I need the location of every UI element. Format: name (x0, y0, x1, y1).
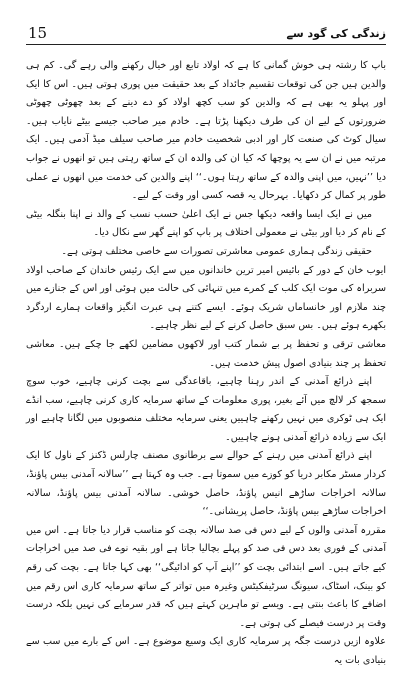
paragraph: اپنے ذرائع آمدنی میں رہنے کے حوالے سے برطانوی مصنف چارلس ڈکنز کے ناول کا ایک کردار مسٹر مکابر دریا کو کوزے میں سموتا ہے۔ جب وہ کہتا ہے ’’سالانہ آمدنی بیس پاؤنڈ، سالانہ اخراجات ساڑھے انیس پاؤنڈ، حاصل خوشی۔ سالانہ آمدنی بیس پاؤنڈ، سالانہ اخراجات ساڑھے بیس پاؤنڈ، حاصل پریشانی۔‘‘ (26, 450, 386, 518)
page-header (26, 14, 386, 45)
paragraph: مقررہ آمدنی والوں کے لیے دس فی صد سالانہ بچت کو مناسب قرار دیا جاتا ہے۔ اس میں آمدنی کے فوری بعد دس فی صد کو پہلے بچالیا جاتا ہے اور بقیہ نوے فی صد میں اخراجات کیے جاتے ہیں۔ اسے ابتدائی بچت کو ’’اپنے آپ کو ادائیگی‘‘ بھی کہا جاتا ہے۔ بچت کی رقم کو بینک، اسٹاک، سیونگ سرٹیفکیٹس وغیرہ میں تواتر کے ساتھ سرمایہ کاری اس رقم میں اضافے کا باعث بنتی ہے۔ ویسے تو ماہرین کہتے ہیں کہ قدر سرمایے کی نہیں بلکہ درست وقت پر درست فیصلے کی ہوتی ہے۔ (26, 524, 386, 629)
paragraph: میں نے ایک ایسا واقعہ دیکھا جس نے ایک اعلیٰ حسب نسب کے والد نے اپنا بنگلہ بیٹی کے نام کر دیا اور بیٹی نے معمولی اختلاف پر باپ کو اپنے گھر سے نکال دیا۔ (26, 208, 386, 239)
page-number: 15 (28, 24, 48, 42)
running-title: زندگی کی گود سے (286, 27, 386, 40)
paragraph: اپنے ذرائع آمدنی کے اندر رہنا چاہیے، باقاعدگی سے بچت کرنی چاہیے، خوب سوچ سمجھ کر لالچ میں آئے بغیر، پوری معلومات کے ساتھ سرمایہ کاری کرنی چاہیے، سب انڈے ایک ہی ٹوکری میں نہیں رکھنے چاہییں یعنی سرمایہ مختلف منصوبوں میں لگانا چاہیے اور ایک سے زیادہ ذرائع آمدنی ہونے چاہییں۔ (26, 376, 386, 443)
paragraph: ایوب خان کے دور کے بائیس امیر ترین خاندانوں میں سے ایک رئیس خاندان کے صاحب اولاد سربراہ کی موت ایک کلب کے کمرے میں تنہائی کی حالت میں ہوئی اور اس کے جنازے میں چند ملازم اور خانساماں شریک ہوئے۔ ایسے کتنے ہی عبرت انگیز واقعات ہمارے اردگرد بکھرے ہوئے ہیں۔ بس سبق حاصل کرنے کے لیے نظر چاہیے۔ (26, 264, 386, 332)
paragraph: باپ کا رشتہ ہی خوش گمانی کا ہے کہ اولاد تابع اور خیال رکھنے والی رہے گی۔ کم ہی والدین ہیں جن کی توقعات تقسیم جائداد کے بعد حقیقت میں پوری ہوتی ہیں۔ اس کا ایک اور پہلو یہ بھی ہے کہ والدین کو سب کچھ اولاد کو دے دینے کے بعد چھوٹی چھوٹی ضرورتوں کے لیے ان کی طرف دیکھنا پڑتا ہے۔ خادم میر صاحب جیسے بیٹے نایاب ہیں۔ سیال کوٹ کی صنعت کار اور ادبی شخصیت خادم میر صاحب سیلف میڈ آدمی ہیں۔ ایک مرتبہ میں نے ان سے یہ پوچھا کہ کیا ان کی والدہ ان کے ساتھ رہتی ہیں تو انھوں نے جواب دیا ’’نہیں، میں اپنی والدہ کے ساتھ رہتا ہوں۔‘‘ اپنے والدین کی خدمت میں انھوں نے عملی طور پر کمال کر دکھایا۔ بہرحال یہ قصہ کسی اور وقت کے لیے۔ (26, 60, 386, 202)
paragraph: معاشی ترقی و تحفظ پر بے شمار کتب اور لاکھوں مضامین لکھے جا چکے ہیں۔ معاشی تحفظ پر چند بنیادی اصول پیش خدمت ہیں۔ (26, 338, 386, 369)
paragraph: علاوہ ازیں درست جگہ پر سرمایہ کاری ایک وسیع موضوع ہے۔ اس کے بارے میں سب سے بنیادی بات یہ (26, 636, 386, 666)
page-body (26, 57, 386, 671)
paragraph: حقیقی زندگی ہماری عمومی معاشرتی تصورات سے خاصی مختلف ہوتی ہے۔ (61, 245, 372, 257)
